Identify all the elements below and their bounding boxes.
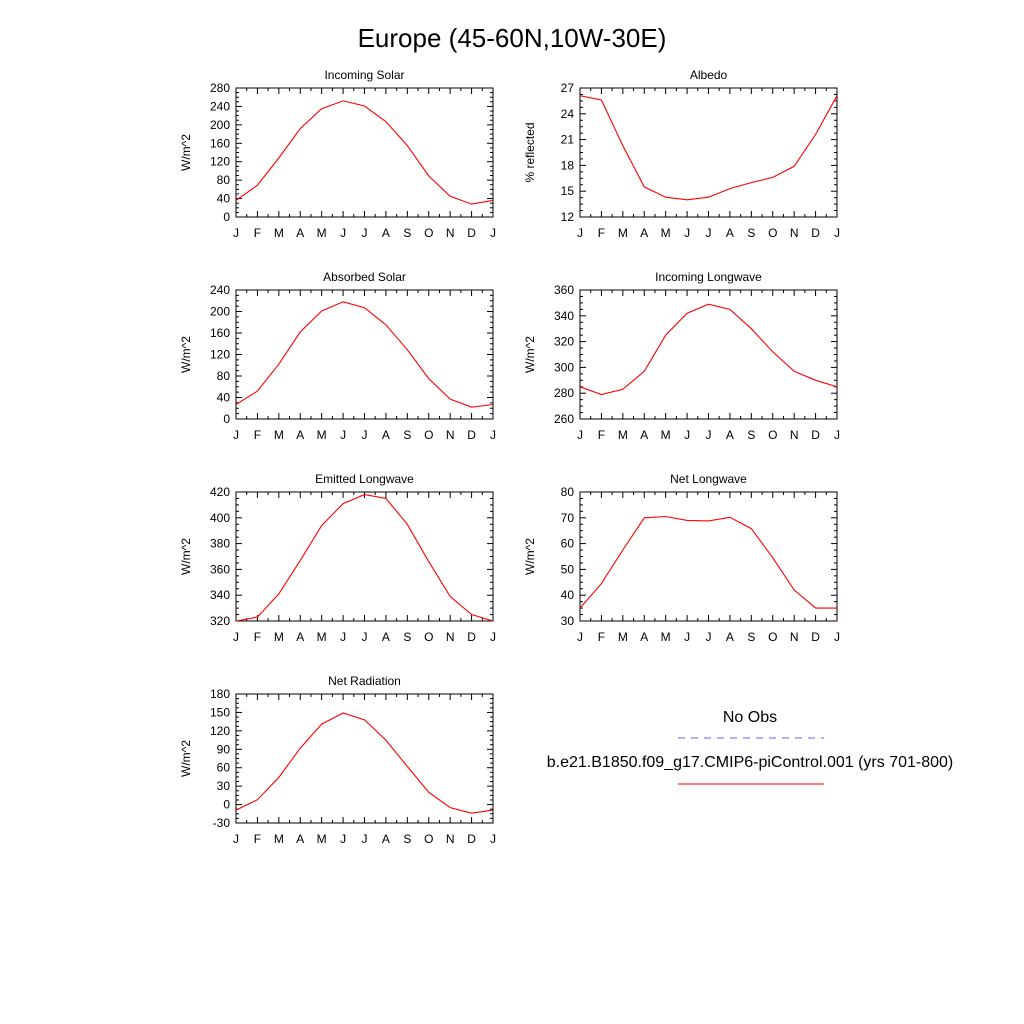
x-tick-label: J <box>684 630 691 644</box>
y-tick-label: 40 <box>216 191 230 206</box>
y-tick-label: 0 <box>223 210 230 224</box>
y-tick-label: 280 <box>553 386 574 401</box>
plot-frame <box>236 492 493 621</box>
x-tick-label: D <box>467 630 476 644</box>
y-tick-label: 0 <box>223 797 230 812</box>
figure-title: Europe (45-60N,10W-30E) <box>357 23 667 53</box>
x-tick-label: O <box>768 428 778 442</box>
y-tick-label: 0 <box>223 412 230 426</box>
x-tick-label: J <box>705 226 712 240</box>
x-tick-label: N <box>445 832 455 846</box>
y-axis-label: W/m^2 <box>523 336 537 373</box>
y-tick-label: 80 <box>216 369 230 383</box>
y-tick-label: 300 <box>553 360 574 375</box>
series-line-model <box>580 304 837 394</box>
y-tick-label: 150 <box>209 705 230 720</box>
x-tick-label: M <box>617 630 628 644</box>
x-tick-label: A <box>381 832 390 846</box>
x-tick-label: N <box>445 428 455 442</box>
y-tick-label: 240 <box>209 283 230 297</box>
x-tick-label: S <box>403 630 412 644</box>
y-tick-label: 180 <box>209 687 230 701</box>
panel-emitted-longwave <box>179 472 496 644</box>
y-tick-label: 27 <box>560 81 574 95</box>
y-tick-label: 360 <box>209 562 230 577</box>
x-tick-label: F <box>597 630 606 644</box>
x-tick-label: J <box>233 226 239 240</box>
chart-panels <box>179 68 840 846</box>
x-tick-label: J <box>340 832 347 846</box>
x-tick-label: J <box>490 832 496 846</box>
x-tick-label: O <box>424 832 434 846</box>
x-tick-label: O <box>424 428 434 442</box>
x-tick-label: N <box>789 630 799 644</box>
y-tick-label: 12 <box>560 210 574 224</box>
x-tick-label: D <box>811 428 820 442</box>
x-tick-label: J <box>705 428 712 442</box>
x-tick-label: F <box>253 226 262 240</box>
y-tick-label: 15 <box>560 184 574 199</box>
panel-incoming-solar <box>179 68 496 240</box>
x-tick-label: F <box>253 630 262 644</box>
y-tick-label: 160 <box>209 136 230 151</box>
y-tick-label: 21 <box>560 132 574 147</box>
y-tick-label: 380 <box>209 536 230 551</box>
y-axis-label: W/m^2 <box>179 134 193 171</box>
plot-frame <box>236 290 493 419</box>
y-axis-label: W/m^2 <box>179 336 193 373</box>
panel-title: Incoming Solar <box>324 68 405 82</box>
panel-absorbed-solar <box>179 270 496 442</box>
x-tick-label: M <box>273 428 284 442</box>
x-tick-label: M <box>617 226 628 240</box>
y-tick-label: 30 <box>216 779 230 794</box>
x-tick-label: M <box>660 630 671 644</box>
x-tick-label: M <box>660 428 671 442</box>
x-tick-label: J <box>684 428 691 442</box>
x-tick-label: F <box>597 226 606 240</box>
series-line-model <box>236 495 493 621</box>
y-tick-label: 40 <box>216 390 230 405</box>
x-tick-label: F <box>253 832 262 846</box>
x-tick-label: F <box>597 428 606 442</box>
y-tick-label: 80 <box>560 485 574 499</box>
x-tick-label: O <box>424 630 434 644</box>
y-tick-label: 340 <box>553 308 574 323</box>
x-tick-label: S <box>747 226 756 240</box>
y-tick-label: 40 <box>560 588 574 603</box>
y-axis-label: W/m^2 <box>523 538 537 575</box>
legend-obs-label: No Obs <box>722 709 778 726</box>
plot-frame <box>580 290 837 419</box>
y-tick-label: 400 <box>209 510 230 525</box>
y-tick-label: 70 <box>560 510 574 525</box>
x-tick-label: M <box>273 226 284 240</box>
y-tick-label: 200 <box>209 304 230 319</box>
x-tick-label: D <box>811 630 820 644</box>
plot-frame <box>236 694 493 823</box>
x-tick-label: M <box>316 832 327 846</box>
y-tick-label: 24 <box>560 106 574 121</box>
x-tick-label: J <box>577 226 583 240</box>
x-tick-label: S <box>747 428 756 442</box>
y-tick-label: 90 <box>216 742 230 757</box>
x-tick-label: A <box>296 226 305 240</box>
x-tick-label: N <box>445 226 455 240</box>
x-tick-label: J <box>705 630 712 644</box>
x-tick-label: J <box>233 832 239 846</box>
panel-title: Net Radiation <box>328 674 401 688</box>
panel-title: Net Longwave <box>670 472 747 486</box>
panel-net-longwave <box>523 472 840 644</box>
series-line-model <box>236 713 493 813</box>
x-tick-label: J <box>361 832 368 846</box>
x-tick-label: M <box>660 226 671 240</box>
x-tick-label: O <box>768 630 778 644</box>
x-tick-label: J <box>490 226 496 240</box>
x-tick-label: S <box>403 428 412 442</box>
y-axis-label: W/m^2 <box>179 740 193 777</box>
x-tick-label: S <box>747 630 756 644</box>
x-tick-label: J <box>834 428 840 442</box>
y-tick-label: 160 <box>209 326 230 340</box>
y-tick-label: 280 <box>209 81 230 95</box>
x-tick-label: J <box>684 226 691 240</box>
x-tick-label: A <box>381 428 390 442</box>
x-tick-label: J <box>340 428 347 442</box>
x-tick-label: J <box>577 630 583 644</box>
x-tick-label: D <box>811 226 820 240</box>
x-tick-label: A <box>725 630 734 644</box>
legend <box>547 709 953 784</box>
x-tick-label: M <box>273 630 284 644</box>
x-tick-label: A <box>381 226 390 240</box>
panel-title: Emitted Longwave <box>315 472 414 486</box>
x-tick-label: J <box>361 428 368 442</box>
y-tick-label: 360 <box>553 283 574 297</box>
panel-title: Absorbed Solar <box>323 270 406 284</box>
panel-title: Incoming Longwave <box>655 270 762 284</box>
x-tick-label: D <box>467 226 476 240</box>
y-tick-label: 18 <box>560 158 574 173</box>
x-tick-label: J <box>834 630 840 644</box>
y-tick-label: 320 <box>209 614 230 628</box>
panel-incoming-longwave <box>523 270 840 442</box>
y-tick-label: 60 <box>560 536 574 551</box>
x-tick-label: N <box>445 630 455 644</box>
y-tick-label: 240 <box>209 99 230 114</box>
x-tick-label: M <box>617 428 628 442</box>
x-tick-label: A <box>381 630 390 644</box>
x-tick-label: M <box>316 630 327 644</box>
y-axis-label: % reflected <box>523 122 537 183</box>
y-tick-label: 200 <box>209 117 230 132</box>
x-tick-label: J <box>340 226 347 240</box>
x-tick-label: M <box>316 428 327 442</box>
y-tick-label: 60 <box>216 760 230 775</box>
x-tick-label: S <box>403 832 412 846</box>
y-tick-label: 50 <box>560 562 574 577</box>
y-tick-label: 120 <box>209 154 230 169</box>
x-tick-label: J <box>361 630 368 644</box>
series-line-model <box>236 101 493 204</box>
x-tick-label: F <box>253 428 262 442</box>
x-tick-label: O <box>424 226 434 240</box>
panel-net-radiation <box>179 674 496 846</box>
x-tick-label: M <box>316 226 327 240</box>
x-tick-label: A <box>296 832 305 846</box>
series-line-model <box>580 96 837 200</box>
panel-albedo <box>523 68 840 240</box>
y-tick-label: 260 <box>553 412 574 426</box>
x-tick-label: J <box>233 630 239 644</box>
y-tick-label: 80 <box>216 173 230 188</box>
y-tick-label: -30 <box>212 816 230 830</box>
x-tick-label: N <box>789 226 799 240</box>
x-tick-label: A <box>296 630 305 644</box>
y-tick-label: 420 <box>209 485 230 499</box>
x-tick-label: D <box>467 428 476 442</box>
x-tick-label: J <box>490 428 496 442</box>
y-tick-label: 30 <box>560 614 574 628</box>
x-tick-label: A <box>640 630 649 644</box>
x-tick-label: A <box>640 226 649 240</box>
x-tick-label: A <box>640 428 649 442</box>
series-line-model <box>236 302 493 407</box>
x-tick-label: M <box>273 832 284 846</box>
x-tick-label: J <box>834 226 840 240</box>
y-tick-label: 120 <box>209 347 230 362</box>
y-tick-label: 340 <box>209 588 230 603</box>
x-tick-label: A <box>725 226 734 240</box>
legend-model-label: b.e21.B1850.f09_g17.CMIP6-piControl.001 (yrs 701-800) <box>546 754 954 771</box>
y-tick-label: 120 <box>209 723 230 738</box>
x-tick-label: A <box>296 428 305 442</box>
series-line-model <box>580 517 837 609</box>
x-tick-label: J <box>577 428 583 442</box>
x-tick-label: J <box>340 630 347 644</box>
x-tick-label: N <box>789 428 799 442</box>
x-tick-label: J <box>490 630 496 644</box>
x-tick-label: J <box>233 428 239 442</box>
x-tick-label: S <box>403 226 412 240</box>
x-tick-label: D <box>467 832 476 846</box>
y-tick-label: 320 <box>553 334 574 349</box>
panel-title: Albedo <box>689 68 728 82</box>
x-tick-label: A <box>725 428 734 442</box>
x-tick-label: J <box>361 226 368 240</box>
y-axis-label: W/m^2 <box>179 538 193 575</box>
x-tick-label: O <box>768 226 778 240</box>
